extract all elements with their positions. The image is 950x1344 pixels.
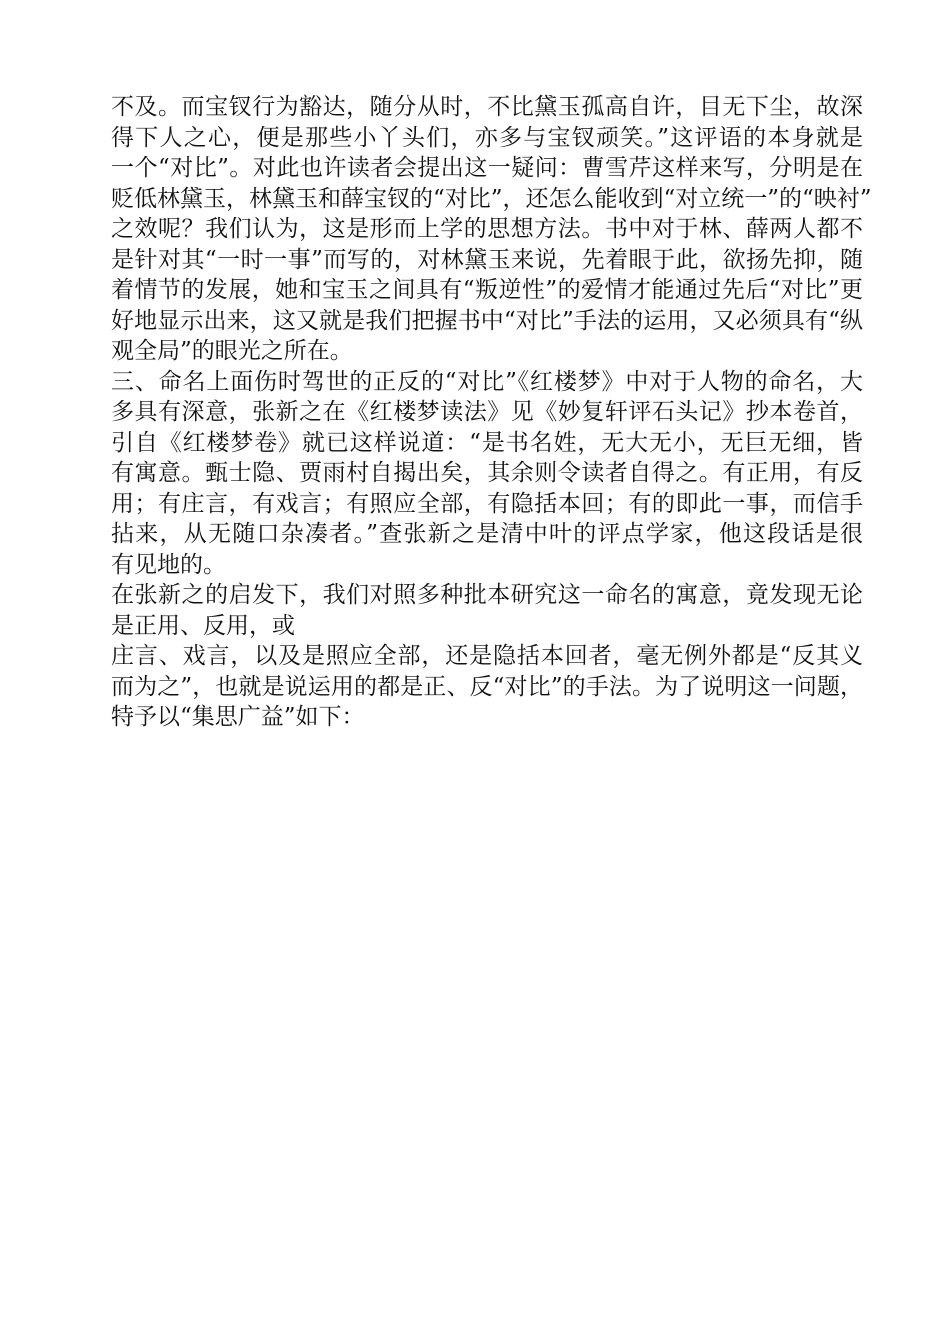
body-text [111,92,872,733]
text-line: 有见地的。 [111,551,226,578]
text-line: 三、命名上面伤时驾世的正反的“对比”《红楼梦》中对于人物的命名，大 [111,368,863,395]
text-line: 一个“对比”。对此也许读者会提出这一疑问：曹雪芹这样来写，分明是在 [111,155,863,181]
text-line: 贬低林黛玉，林黛玉和薛宝钗的“对比”，还怎么能收到“对立统一”的“映衬” [111,185,872,212]
text-line: 拈来，从无随口杂凑者。”查张新之是清中叶的评点学家，他这段话是很 [111,521,863,547]
text-line: 特予以“集思广益”如下： [111,704,365,730]
text-line: 多具有深意，张新之在《红楼梦读法》见《妙复轩评石头记》抄本卷首， [111,399,863,425]
text-line: 是正用、反用，或 [111,612,295,639]
text-line: 之效呢？我们认为，这是形而上学的思想方法。书中对于林、薛两人都不 [111,216,863,242]
text-line: 而为之”，也就是说运用的都是正、反“对比”的手法。为了说明这一问题， [111,673,863,700]
text-line: 得下人之心，便是那些小丫头们，亦多与宝钗顽笑。”这评语的本身就是 [111,124,863,151]
text-line: 是针对其“一时一事”而写的，对林黛玉来说，先着眼于此，欲扬先抑，随 [111,246,863,273]
text-line: 着情节的发展，她和宝玉之间具有“叛逆性”的爱情才能通过先后“对比”更 [111,277,863,303]
text-line: 引自《红楼梦卷》就已这样说道：“是书名姓，无大无小，无巨无细，皆 [111,429,863,456]
text-line: 在张新之的启发下，我们对照多种批本研究这一命名的寓意，竟发现无论 [111,582,863,608]
text-line: 不及。而宝钗行为豁达，随分从时，不比黛玉孤高自许，目无下尘，故深 [111,94,863,120]
text-line: 用；有庄言，有戏言；有照应全部，有隐括本回；有的即此一事，而信手 [111,490,863,517]
text-line: 好地显示出来，这又就是我们把握书中“对比”手法的运用，又必须具有“纵 [111,307,863,334]
text-line: 观全局”的眼光之所在。 [111,338,353,364]
text-line: 庄言、戏言，以及是照应全部，还是隐括本回者，毫无例外都是“反其义 [111,643,863,669]
text-line: 有寓意。甄士隐、贾雨村自揭出矣，其余则令读者自得之。有正用，有反 [111,460,863,486]
